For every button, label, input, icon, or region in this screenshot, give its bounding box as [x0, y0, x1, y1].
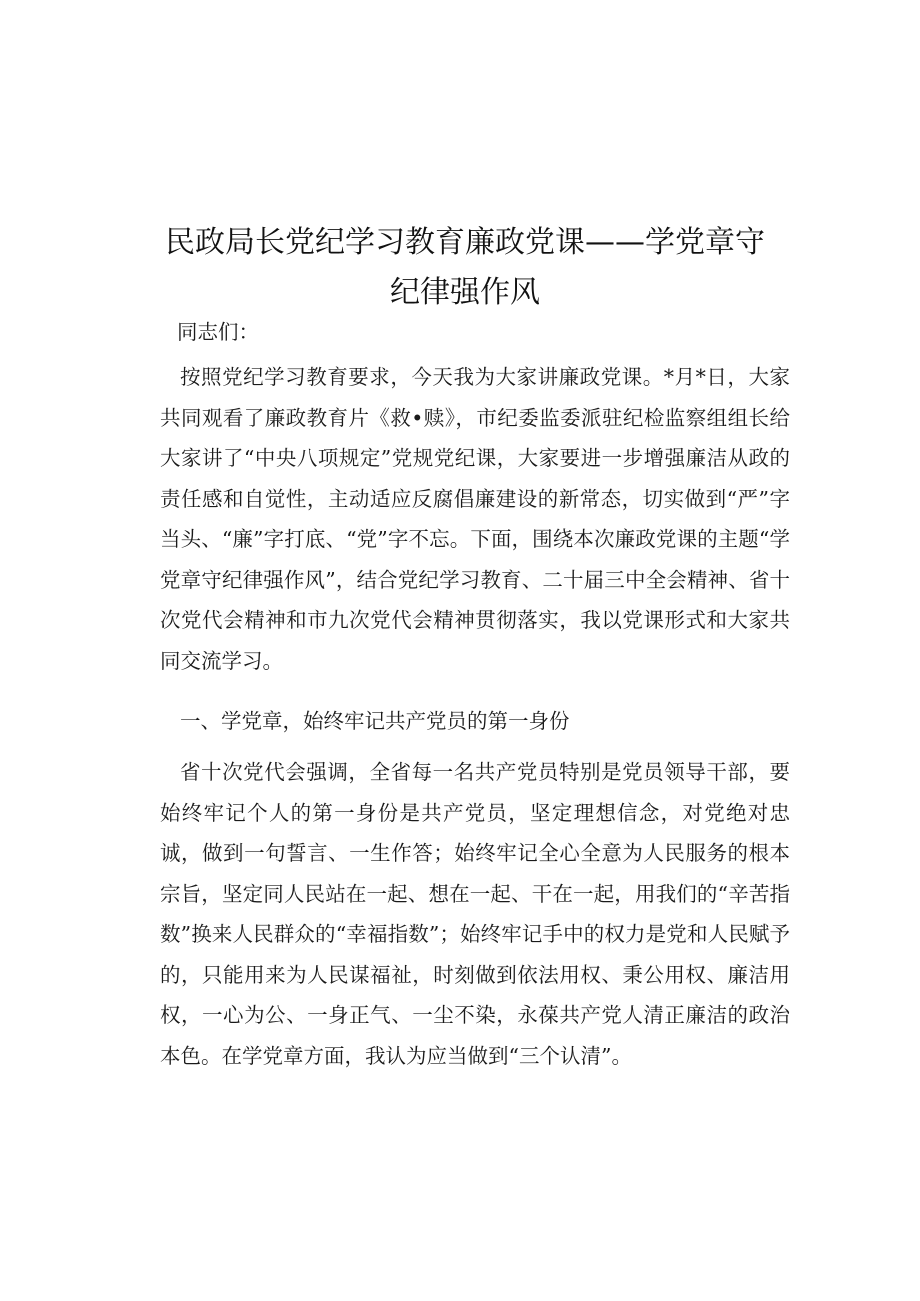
- title-line-2: 纪律强作风: [390, 275, 540, 310]
- document-title: [150, 218, 780, 318]
- greeting: 同志们：: [177, 320, 259, 344]
- section-heading-1: 一、学党章，始终牢记共产党员的第一身份: [180, 709, 570, 733]
- paragraph-section-1: 省十次党代会强调，全省每一名共产党员特别是党员领导干部，要始终牢记个人的第一身份是共产党员，坚定理想信念，对党绝对忠诚，做到一句誓言、一生作答；始终牢记全心全意为人民服务的根本宗旨，坚定同人民站在一起、想在一起、干在一起，用我们的“辛苦指数”换来人民群众的“幸福指数”；始终牢记手中的权力是党和人民赋予的，只能用来为人民谋福祉，时刻做到依法用权、秉公用权、廉洁用权，一心为公、一身正气、一尘不染，永葆共产党人清正廉洁的政治本色。在学党章方面，我认为应当做到“三个认清”。: [160, 760, 790, 1068]
- paragraph-intro: 按照党纪学习教育要求，今天我为大家讲廉政党课。*月*日，大家共同观看了廉政教育片《救•赎》，市纪委监委派驻纪检监察组组长给大家讲了“中央八项规定”党规党纪课，大家要进一步增强廉洁从政的责任感和自觉性，主动适应反腐倡廉建设的新常态，切实做到“严”字当头、“廉”字打底、“党”字不忘。下面，围绕本次廉政党课的主题“学党章守纪律强作风”，结合党纪学习教育、二十届三中全会精神、省十次党代会精神和市九次党代会精神贯彻落实，我以党课形式和大家共同交流学习。: [160, 365, 790, 673]
- title-line-1: 民政局长党纪学习教育廉政党课——学党章守: [165, 225, 765, 260]
